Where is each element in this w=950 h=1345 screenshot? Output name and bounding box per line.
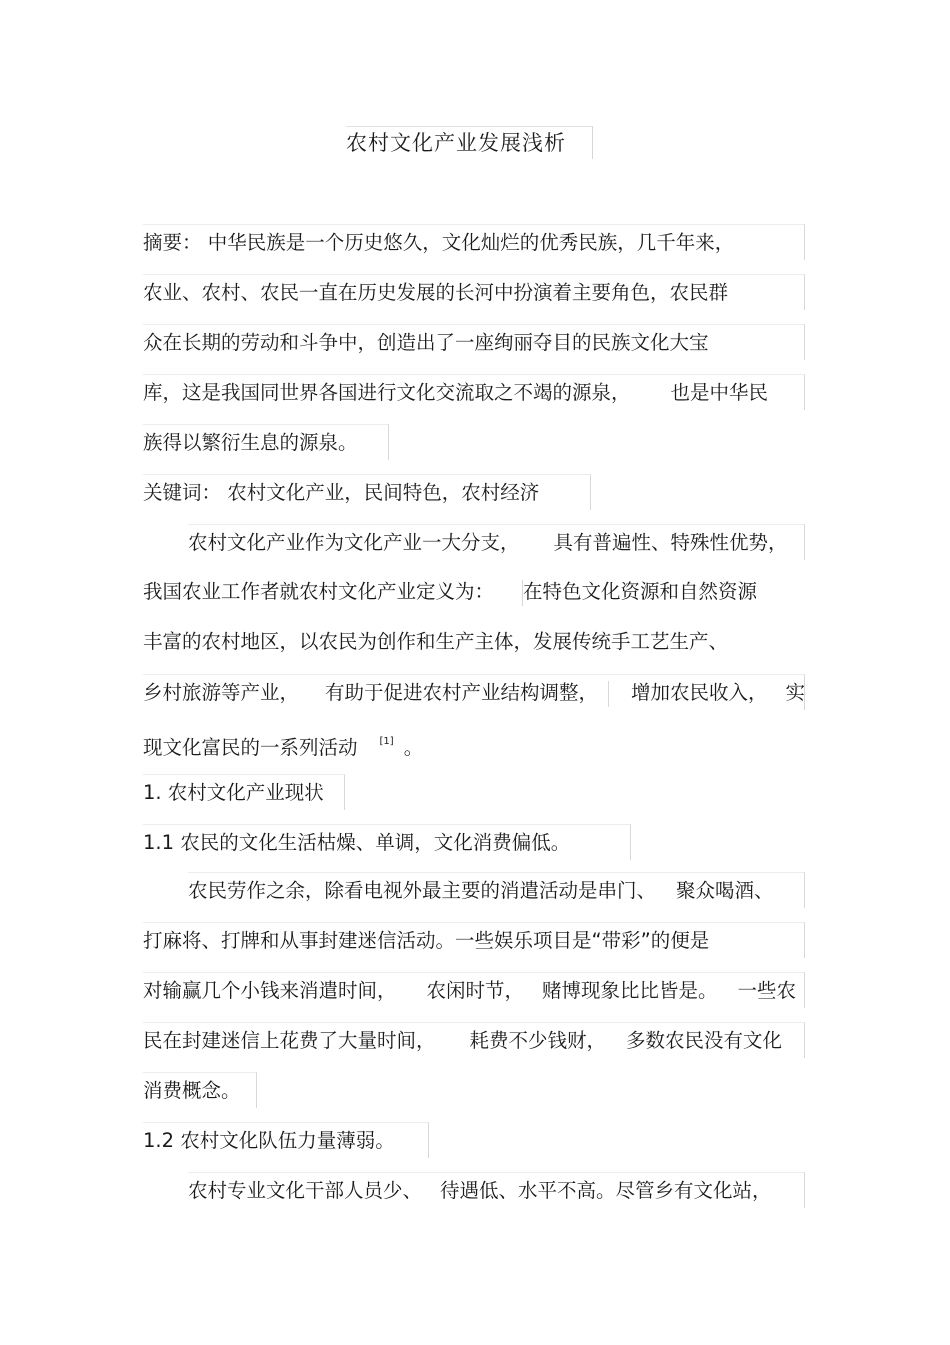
section-1-2-line-1-part-a: 农村专业文化干部人员少、 [188, 1179, 423, 1202]
intro-line-4-part-a: 乡村旅游等产业， [143, 681, 300, 704]
intro-line-5-part-a: 现文化富民的一系列活动 [143, 736, 358, 759]
intro-line-4-part-b: 有助于促进农村产业结构调整， [325, 681, 599, 704]
abstract-line-1: 摘要： 中华民族是一个历史悠久，文化灿烂的优秀民族，几千年来， [143, 224, 805, 260]
section-1-1-line-4-part-b: 耗费不少钱财， [469, 1029, 607, 1052]
intro-line-1-part-a: 农村文化产业作为文化产业一大分支， [188, 531, 520, 554]
abstract-line-4 [143, 374, 805, 410]
section-1-1-line-5: 消费概念。 [143, 1072, 257, 1108]
intro-line-5 [143, 724, 443, 760]
section-1-1-line-3-part-b: 农闲时节， [426, 979, 525, 1002]
intro-line-2-part-b: 在特色文化资源和自然资源 [523, 580, 758, 603]
intro-line-2-part-a: 我国农业工作者就农村文化产业定义为： [143, 580, 495, 603]
section-1-1-line-3-part-d: 一些农 [737, 979, 797, 1002]
intro-line-4-part-d: 实 [785, 681, 806, 704]
section-1-2-heading: 1.2 农村文化队伍力量薄弱。 [143, 1122, 429, 1158]
section-1-1-line-4 [143, 1022, 805, 1058]
text-box-divider [608, 681, 609, 707]
intro-line-1 [188, 524, 805, 560]
document-title: 农村文化产业发展浅析 [346, 126, 593, 159]
section-1-1-line-4-part-c: 多数农民没有文化 [626, 1029, 783, 1052]
keywords-line: 关键词： 农村文化产业，民间特色，农村经济 [143, 474, 591, 510]
intro-line-1-part-b: 具有普遍性、特殊性优势， [553, 531, 788, 554]
intro-line-5-part-b: 。 [403, 736, 424, 759]
section-1-heading: 1. 农村文化产业现状 [143, 774, 345, 810]
citation-reference: [1] [379, 736, 394, 747]
intro-line-4-part-c: 增加农民收入， [631, 681, 768, 704]
section-1-1-line-2: 打麻将、打牌和从事封建迷信活动。一些娱乐项目是“带彩”的便是 [143, 922, 805, 958]
abstract-line-4-part-a: 库，这是我国同世界各国进行文化交流取之不竭的源泉， [143, 381, 631, 404]
abstract-line-4-part-b: 也是中华民 [670, 381, 769, 404]
section-1-1-line-1 [188, 872, 805, 908]
intro-line-2 [143, 574, 805, 610]
section-1-1-line-1-part-b: 聚众喝酒、 [676, 879, 774, 902]
abstract-line-2: 农业、农村、农民一直在历史发展的长河中扮演着主要角色，农民群 [143, 274, 805, 310]
intro-line-4 [143, 674, 805, 710]
abstract-line-5: 族得以繁衍生息的源泉。 [143, 424, 389, 460]
intro-line-3: 丰富的农村地区，以农民为创作和生产主体，发展传统手工艺生产、 [143, 630, 729, 653]
section-1-1-heading: 1.1 农民的文化生活枯燥、单调，文化消费偏低。 [143, 824, 631, 860]
section-1-1-line-3-part-a: 对输赢几个小钱来消遣时间， [143, 979, 397, 1002]
section-1-2-line-1-part-b: 待遇低、水平不高。尽管乡有文化站， [440, 1179, 772, 1202]
section-1-2-line-1 [188, 1172, 805, 1208]
section-1-1-line-3 [143, 972, 805, 1008]
abstract-line-3: 众在长期的劳动和斗争中，创造出了一座绚丽夺目的民族文化大宝 [143, 324, 805, 360]
section-1-1-line-4-part-a: 民在封建迷信上花费了大量时间， [143, 1029, 436, 1052]
section-1-1-line-1-part-a: 农民劳作之余，除看电视外最主要的消遣活动是串门、 [188, 879, 657, 902]
section-1-1-line-3-part-c: 赌博现象比比皆是。 [542, 979, 718, 1002]
